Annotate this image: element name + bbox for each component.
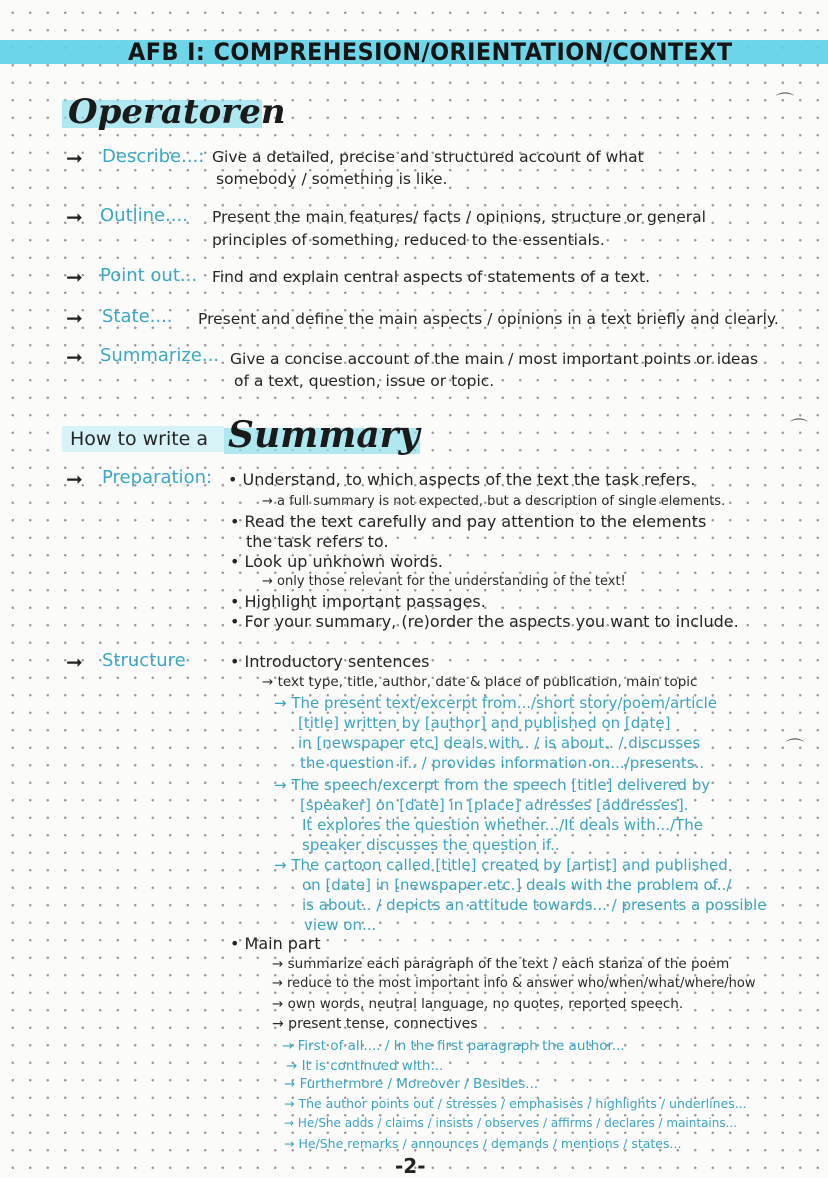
blue-example-line: → The cartoon called [title] created by [artist] and published [274,856,728,874]
operator-term: Outline.... [100,205,189,226]
operator-definition: Present the main features/ facts / opinions, structure or general [212,208,706,226]
arrow-icon: ➞ [66,205,83,229]
connective-line: → He/She remarks / announces / demands / mentions / states... [284,1136,682,1151]
operator-term: Summarize... [100,345,220,366]
arrow-icon: ➞ [66,265,83,289]
margin-mark: ⌒ [776,92,794,113]
main-part-line: → reduce to the most important info & answer who/when/what/where/how [272,976,756,991]
blue-example-line: is about.. / depicts an attitude towards... / presents a possible [302,896,767,914]
preparation-line: • Highlight important passages. [230,592,486,611]
preparation-label: Preparation: [102,467,213,488]
connective-line: → Furthermore / Moreover / Besides... [284,1076,539,1092]
main-part-line: → summarize each paragraph of the text / each stanza of the poem [272,956,730,972]
preparation-line: • Read the text carefully and pay attention to the elements [230,512,707,531]
arrow-icon: ➞ [66,650,83,674]
page-header: AFB I: COMPREHESION/ORIENTATION/CONTEXT [128,38,733,66]
blue-example-line: → The present text/excerpt from.../short story/poem/article [274,694,718,712]
operator-definition: Give a concise account of the main / most important points or ideas [230,350,759,368]
operator-definition: Present and define the main aspects / opinions in a text briefly and clearly. [198,310,779,328]
preparation-line: • For your summary, (re)order the aspects you want to include. [230,612,739,631]
preparation-line: → a full summary is not expected, but a description of single elements. [262,494,726,509]
connective-line: → First of all.... / In the first paragraph the author... [282,1038,625,1054]
summary-heading: Summary [228,414,420,456]
margin-mark: ⌒ [790,418,808,439]
operator-term: Describe...: [102,146,205,167]
connective-line: → The author points out / stresses / emphasises / highlights / underlines... [284,1096,747,1111]
preparation-line: • Look up unknown words. [230,552,444,571]
blue-example-line: in [newspaper etc] deals with.. / is about.. / discusses [298,734,701,752]
arrow-icon: ➞ [66,146,83,170]
operator-definition: principles of something, reduced to the essentials. [212,231,605,249]
operators-heading: Operatoren [68,92,286,132]
arrow-icon: ➞ [66,467,83,491]
margin-mark: ⌒ [786,738,804,759]
arrow-icon: ➞ [66,306,83,330]
how-to-label: How to write a [70,428,209,450]
main-part-heading: • Main part [230,934,321,953]
connective-line: → He/She adds / claims / insists / observes / affirms / declares / maintains... [284,1116,738,1130]
preparation-line: → only those relevant for the understanding of the text! [262,574,626,589]
page-number: -2- [395,1154,426,1178]
blue-example-line: It explores the question whether.../It deals with.../The [302,816,704,834]
operator-term: State.... [102,306,173,327]
operator-definition: Give a detailed, precise and structured account of what [212,148,644,166]
structure-label: Structure [102,650,186,671]
intro-heading: • Introductory sentences [230,652,430,671]
blue-example-line: [speaker] on [date] in [place] adresses [addresses]. [300,796,689,814]
main-part-line: → own words, neutral language, no quotes, reported speech. [272,996,684,1012]
operator-definition: somebody / something is like. [216,170,448,188]
blue-example-line: on [date] in [newspaper etc.] deals with the problem of../ [302,876,732,894]
preparation-line: the task refers to. [246,532,389,551]
main-part-line: → present tense, connectives [272,1016,478,1032]
blue-example-line: speaker discusses the question if.. [302,836,560,854]
blue-example-line: view on... [304,916,377,934]
preparation-line: • Understand, to which aspects of the text the task refers. [228,470,696,489]
blue-example-line: → The speech/excerpt from the speech [title] delivered by [274,776,711,794]
arrow-icon: ➞ [66,345,83,369]
connective-line: → It is continued with... [286,1058,444,1074]
operator-term: Point out... [100,265,198,286]
blue-example-line: [title] written by [author] and published on [date] [298,714,671,732]
blue-example-line: the question if.. / provides information on.../presents.. [300,754,705,772]
operator-definition: of a text, question, issue or topic. [234,372,495,390]
operator-definition: Find and explain central aspects of statements of a text. [212,268,651,286]
intro-point: → text type, title, author, date & place of publication, main topic [262,674,698,690]
